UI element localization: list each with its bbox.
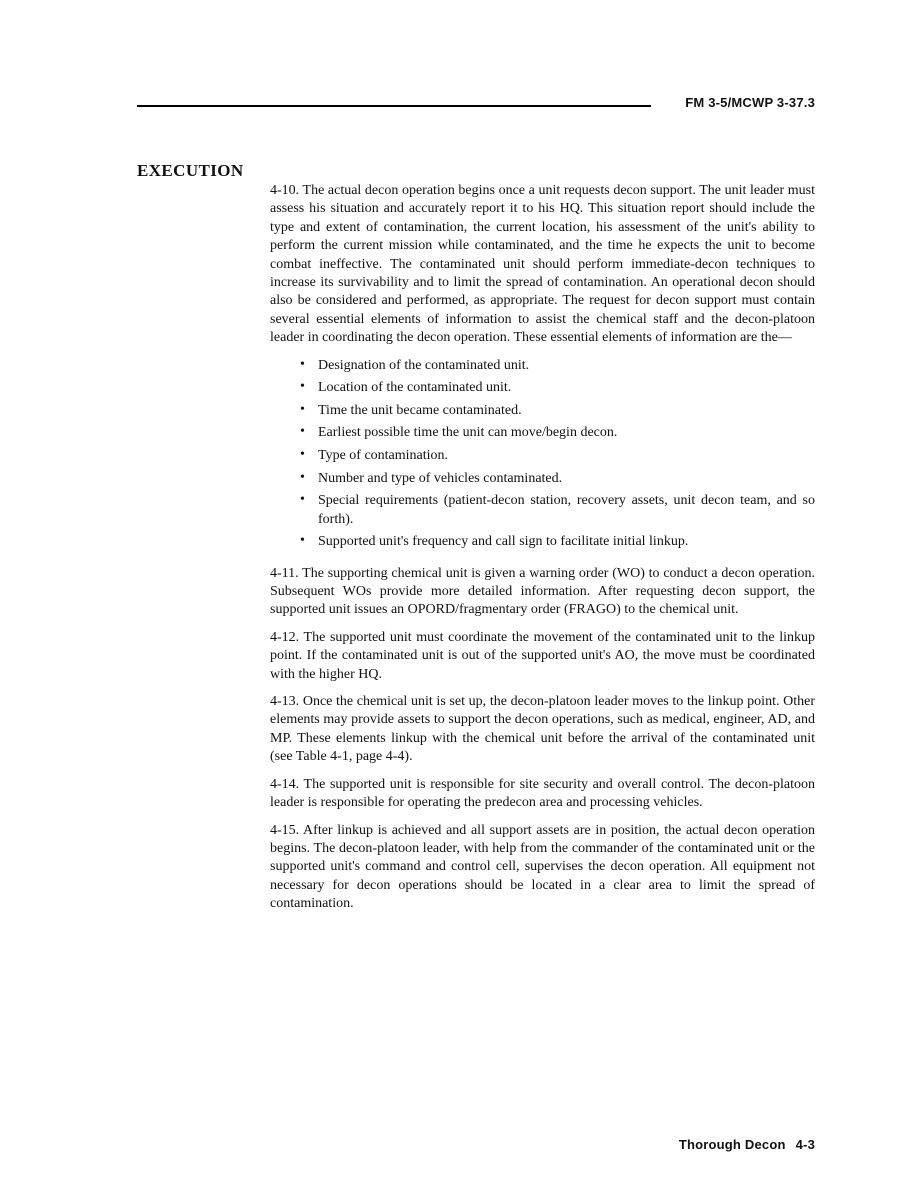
paragraph-4-12: 4-12. The supported unit must coordinate the movement of the contaminated unit to the linkup point. If the contaminated unit is out of the supported unit's AO, the move must be coordinated with the higher HQ. bbox=[270, 629, 815, 682]
body-column bbox=[270, 182, 815, 914]
page-footer bbox=[679, 1137, 815, 1152]
list-item bbox=[270, 492, 815, 529]
page-header bbox=[137, 95, 815, 110]
paragraph-4-13: 4-13. Once the chemical unit is set up, the decon-platoon leader moves to the linkup point. Other elements may provide assets to support the decon operations, such as medical, engineer, AD, and MP. These elements linkup with the chemical unit before the arrival of the contaminated unit (see Table 4-1, page 4-4). bbox=[270, 694, 815, 765]
list-item bbox=[270, 379, 815, 397]
bullet-icon: • bbox=[300, 469, 305, 485]
list-item-text: Earliest possible time the unit can move/begin decon. bbox=[318, 425, 618, 441]
list-item bbox=[270, 357, 815, 375]
footer-label: Thorough Decon bbox=[678, 1137, 786, 1152]
bullet-icon: • bbox=[300, 356, 305, 372]
list-item-text: Designation of the contaminated unit. bbox=[318, 357, 530, 373]
paragraph-4-14: 4-14. The supported unit is responsible for site security and overall control. The decon-platoon leader is responsible for operating the predecon area and processing vehicles. bbox=[270, 776, 815, 811]
paragraph-4-10: 4-10. The actual decon operation begins once a unit requests decon support. The unit leader must assess his situation and accurately report it to his HQ. This situation report should include the type and extent of contamination, the current location, his assessment of the unit's ability to perform the current mission while contaminated, and the time he expects the unit to become combat ineffective. The contaminated unit should perform immediate-decon techniques to increase its survivability and to limit the spread of contamination. An operational decon should also be considered and performed, as appropriate. The request for decon support must contain several essential elements of information to assist the chemical staff and the decon-platoon leader in coordinating the decon operation. These essential elements of information are the— bbox=[270, 183, 815, 346]
bullet-icon: • bbox=[300, 492, 305, 508]
list-item-text: Time the unit became contaminated. bbox=[318, 402, 522, 418]
essential-elements-list bbox=[270, 357, 815, 552]
list-item bbox=[270, 533, 815, 551]
list-item-text: Special requirements (patient-decon station, recovery assets, unit decon team, and so forth). bbox=[318, 493, 815, 527]
list-item-text: Location of the contaminated unit. bbox=[318, 380, 512, 396]
bullet-icon: • bbox=[300, 447, 305, 463]
bullet-icon: • bbox=[300, 401, 305, 417]
bullet-icon: • bbox=[300, 424, 305, 440]
bullet-icon: • bbox=[300, 533, 305, 549]
document-reference: FM 3-5/MCWP 3-37.3 bbox=[685, 95, 815, 110]
list-item-text: Supported unit's frequency and call sign to facilitate initial linkup. bbox=[318, 534, 689, 550]
list-item-text: Type of contamination. bbox=[318, 448, 449, 464]
list-item bbox=[270, 424, 815, 442]
header-rule bbox=[137, 105, 651, 107]
section-title: EXECUTION bbox=[137, 161, 244, 180]
list-item bbox=[270, 470, 815, 488]
bullet-icon: • bbox=[300, 379, 305, 395]
paragraph-4-15: 4-15. After linkup is achieved and all support assets are in position, the actual decon operation begins. The decon-platoon leader, with help from the commander of the contaminated unit or the supported unit's command and control cell, supervises the decon operation. All equipment not necessary for decon operations should be located in a clear area to limit the spread of contamination. bbox=[270, 822, 815, 912]
list-item bbox=[270, 447, 815, 465]
list-item-text: Number and type of vehicles contaminated. bbox=[318, 470, 563, 486]
paragraph-4-11: 4-11. The supporting chemical unit is given a warning order (WO) to conduct a decon operation. Subsequent WOs provide more detailed information. After requesting decon support, the supported unit issues an OPORD/fragmentary order (FRAGO) to the chemical unit. bbox=[270, 565, 815, 618]
list-item bbox=[270, 402, 815, 420]
page-number: 4-3 bbox=[795, 1137, 815, 1152]
